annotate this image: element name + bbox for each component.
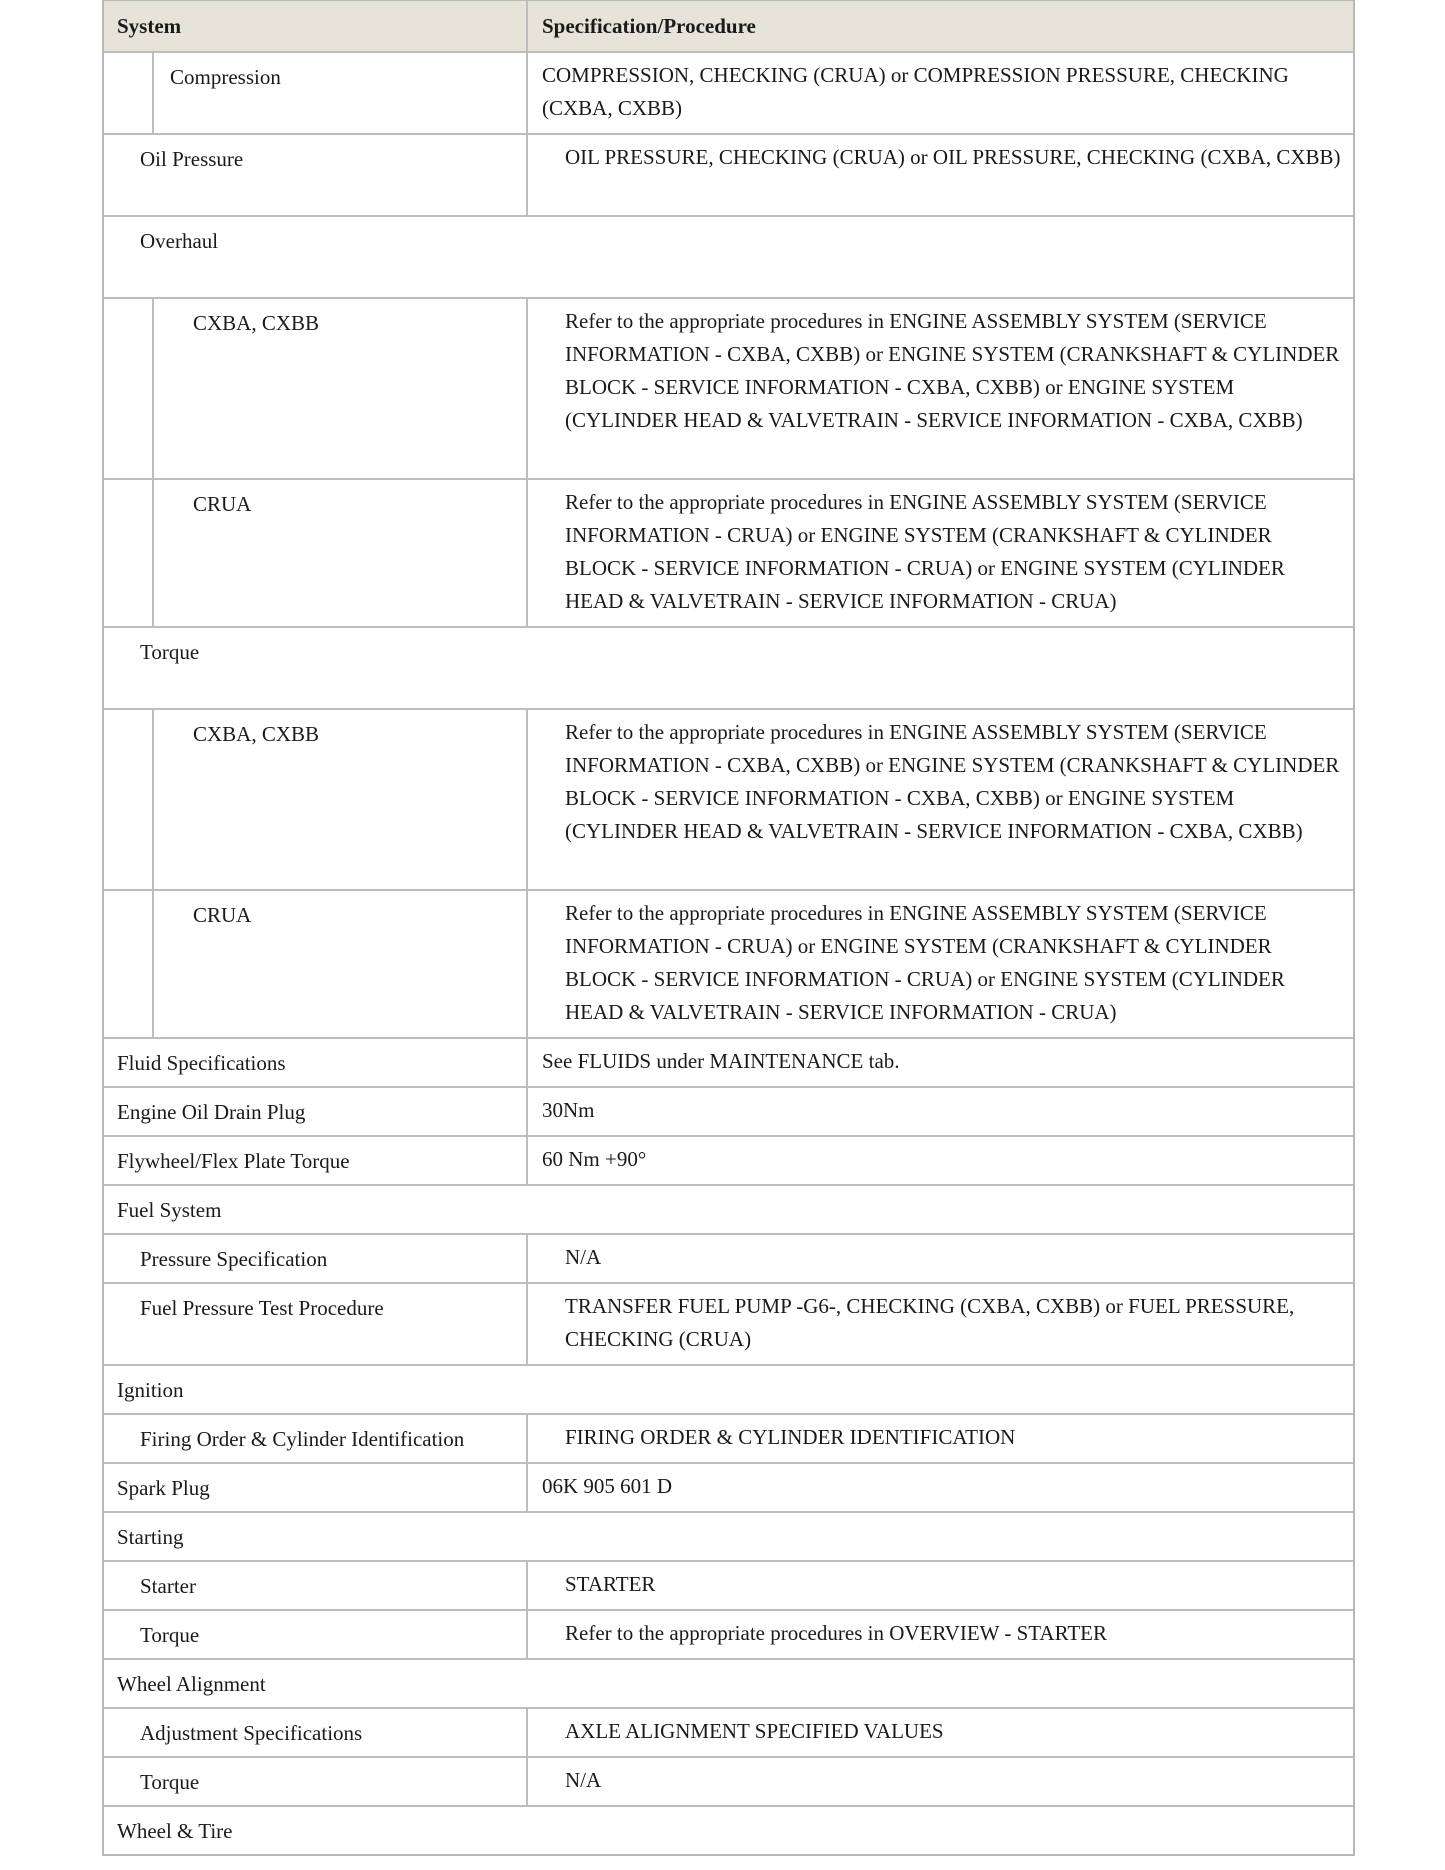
table-row-section <box>104 626 1353 708</box>
tree-line <box>152 710 154 889</box>
header-system: System <box>104 1 528 51</box>
spec-cell: TRANSFER FUEL PUMP -G6-, CHECKING (CXBA, CXBB) or FUEL PRESSURE, CHECKING (CRUA) <box>565 1294 1295 1351</box>
system-cell: Firing Order & Cylinder Identification <box>104 1415 528 1462</box>
system-cell: Oil Pressure <box>104 135 528 215</box>
table-row <box>104 133 1353 215</box>
spec-cell: COMPRESSION, CHECKING (CRUA) or COMPRESSION PRESSURE, CHECKING (CXBA, CXBB) <box>542 63 1289 120</box>
tree-line <box>152 891 154 1037</box>
system-cell: Pressure Specification <box>104 1235 528 1282</box>
section-cell: Overhaul <box>140 229 219 253</box>
system-cell: CRUA <box>104 891 528 1037</box>
system-cell: CXBA, CXBB <box>104 299 528 478</box>
system-cell: Engine Oil Drain Plug <box>104 1088 528 1135</box>
spec-cell: 60 Nm +90° <box>542 1147 647 1171</box>
system-cell: Fuel Pressure Test Procedure <box>104 1284 528 1364</box>
system-cell: Fluid Specifications <box>104 1039 528 1086</box>
specifications-table <box>102 0 1355 1856</box>
table-row <box>104 51 1353 133</box>
spec-cell: AXLE ALIGNMENT SPECIFIED VALUES <box>565 1719 944 1743</box>
table-row-section <box>104 1364 1353 1413</box>
system-cell: Compression <box>104 53 528 133</box>
section-cell: Wheel Alignment <box>117 1672 266 1696</box>
table-row-section <box>104 1658 1353 1707</box>
system-cell: Torque <box>104 1758 528 1805</box>
table-header-row <box>104 1 1353 51</box>
header-specification: Specification/Procedure <box>542 14 756 38</box>
system-cell: Starter <box>104 1562 528 1609</box>
table-row-section <box>104 1511 1353 1560</box>
table-row <box>104 1609 1353 1658</box>
table-row <box>104 1707 1353 1756</box>
table-row <box>104 1756 1353 1805</box>
spec-cell: 06K 905 601 D <box>542 1474 673 1498</box>
section-cell: Torque <box>140 640 200 664</box>
system-cell: CXBA, CXBB <box>104 710 528 889</box>
spec-cell: Refer to the appropriate procedures in ENGINE ASSEMBLY SYSTEM (SERVICE INFORMATION - CRUA) or ENGINE SYSTEM (CRANKSHAFT & CYLINDER BLOCK - SERVICE INFORMATION - CRUA) or ENGINE SYSTEM (CYLINDER HEAD & VALVETRAIN - SERVICE INFORMATION - CRUA) <box>565 490 1285 613</box>
system-cell: Spark Plug <box>104 1464 528 1511</box>
system-cell: Torque <box>104 1611 528 1658</box>
table-row <box>104 1233 1353 1282</box>
table-row-section <box>104 1805 1353 1854</box>
tree-line <box>152 53 154 133</box>
table-row <box>104 1135 1353 1184</box>
section-cell: Ignition <box>117 1378 184 1402</box>
spec-cell: See FLUIDS under MAINTENANCE tab. <box>542 1049 900 1073</box>
spec-cell: OIL PRESSURE, CHECKING (CRUA) or OIL PRESSURE, CHECKING (CXBA, CXBB) <box>565 145 1341 169</box>
spec-cell: STARTER <box>565 1572 656 1596</box>
table-row <box>104 1560 1353 1609</box>
table-row <box>104 889 1353 1037</box>
table-row <box>104 708 1353 889</box>
system-cell: Adjustment Specifications <box>104 1709 528 1756</box>
spec-cell: Refer to the appropriate procedures in OVERVIEW - STARTER <box>565 1621 1108 1645</box>
tree-line <box>152 299 154 478</box>
spec-cell: FIRING ORDER & CYLINDER IDENTIFICATION <box>565 1425 1016 1449</box>
system-cell: Flywheel/Flex Plate Torque <box>104 1137 528 1184</box>
table-row <box>104 1037 1353 1086</box>
spec-cell: 30Nm <box>542 1098 595 1122</box>
table-row-section <box>104 1184 1353 1233</box>
table-row <box>104 1086 1353 1135</box>
table-row-section <box>104 215 1353 297</box>
tree-line <box>152 480 154 626</box>
table-row <box>104 1462 1353 1511</box>
spec-cell: Refer to the appropriate procedures in ENGINE ASSEMBLY SYSTEM (SERVICE INFORMATION - CXBA, CXBB) or ENGINE SYSTEM (CRANKSHAFT & CYLINDER BLOCK - SERVICE INFORMATION - CXBA, CXBB) or ENGINE SYSTEM (CYLINDER HEAD & VALVETRAIN - SERVICE INFORMATION - CXBA, CXBB) <box>565 720 1340 843</box>
section-cell: Fuel System <box>117 1198 222 1222</box>
table-row <box>104 1282 1353 1364</box>
table-row <box>104 478 1353 626</box>
spec-cell: Refer to the appropriate procedures in ENGINE ASSEMBLY SYSTEM (SERVICE INFORMATION - CXBA, CXBB) or ENGINE SYSTEM (CRANKSHAFT & CYLINDER BLOCK - SERVICE INFORMATION - CXBA, CXBB) or ENGINE SYSTEM (CYLINDER HEAD & VALVETRAIN - SERVICE INFORMATION - CXBA, CXBB) <box>565 309 1340 432</box>
spec-cell: N/A <box>565 1245 602 1269</box>
table-row <box>104 297 1353 478</box>
spec-cell: Refer to the appropriate procedures in ENGINE ASSEMBLY SYSTEM (SERVICE INFORMATION - CRUA) or ENGINE SYSTEM (CRANKSHAFT & CYLINDER BLOCK - SERVICE INFORMATION - CRUA) or ENGINE SYSTEM (CYLINDER HEAD & VALVETRAIN - SERVICE INFORMATION - CRUA) <box>565 901 1285 1024</box>
table-row <box>104 1413 1353 1462</box>
spec-cell: N/A <box>565 1768 602 1792</box>
section-cell: Starting <box>117 1525 184 1549</box>
section-cell: Wheel & Tire <box>117 1819 233 1843</box>
system-cell: CRUA <box>104 480 528 626</box>
